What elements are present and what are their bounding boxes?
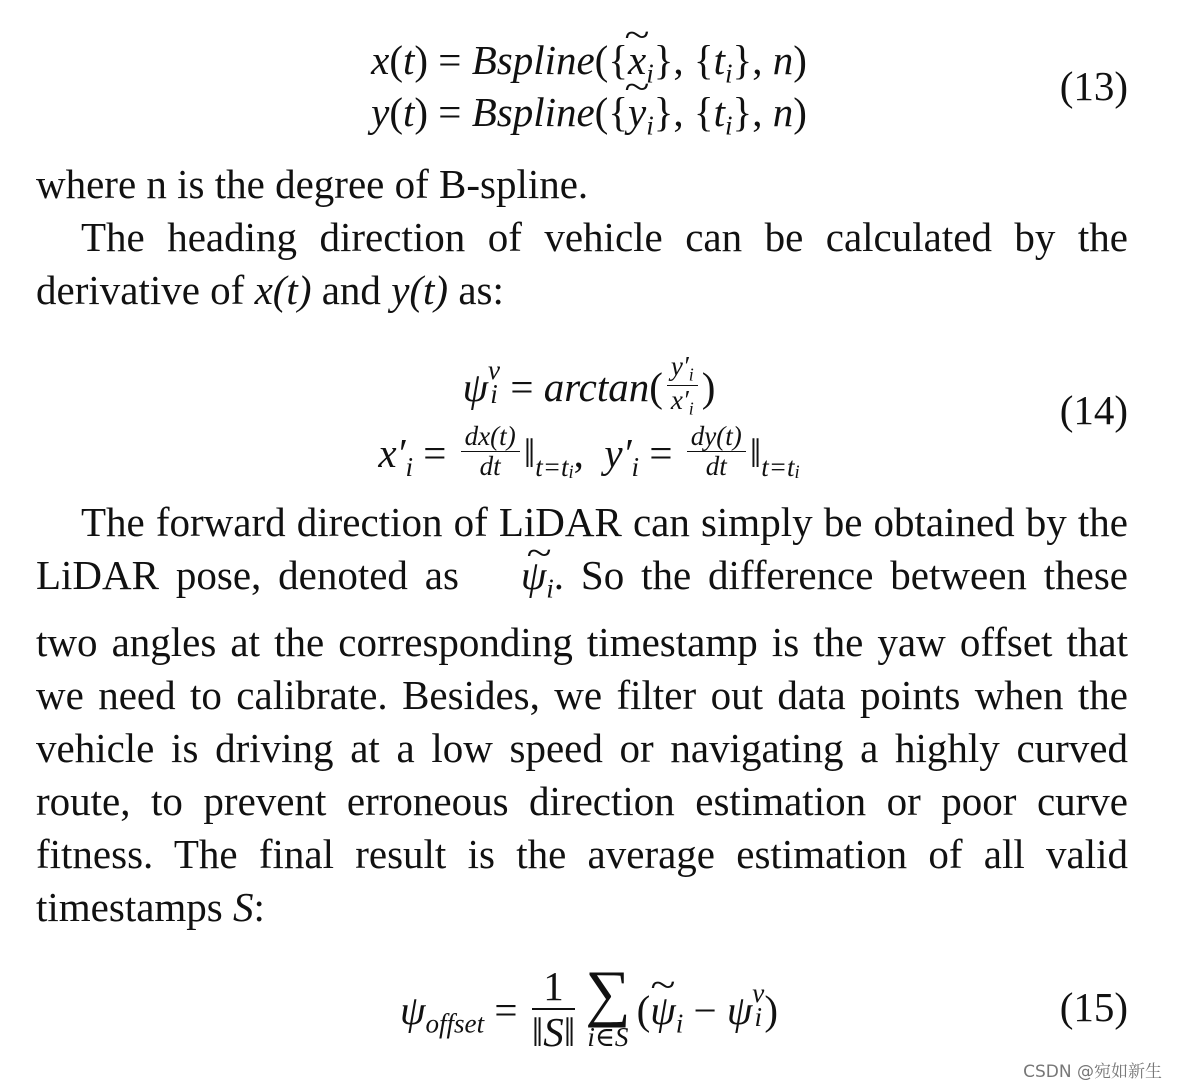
- equation-14: [0, 338, 1178, 488]
- text-degree-note: where n is the degree of B-spline.: [36, 161, 589, 207]
- paragraph-heading-text-3: as:: [448, 267, 504, 313]
- equation-13-line-x: x(t) = Bspline({~ $x_i$}, $\{t_i\}$, n): [0, 40, 1178, 88]
- paragraph-heading-direction: [36, 211, 1128, 317]
- equation-13-line-y: y(t) = Bspline({~ $y_i$}, $\{t_i\}$, n): [0, 92, 1178, 140]
- equation-14-line-psi: ψ v i = arctan( $\frac{y'_i}{x'_i}$ ): [462, 351, 716, 419]
- equation-15-number: (15): [1059, 984, 1128, 1030]
- one-over-norm-fraction: $\frac{1}{‖S‖}$: [531, 963, 576, 1056]
- paragraph-forward-text-2: . So the difference between these two angles at the corresponding timestamp is the yaw offset that we need to calibrate. Besides, we filter out data points when the vehicle is driving at a low speed or navigating a highly curved route, to prevent erroneous direction estimation or poor curve fitness. The final result is the average estimation of all valid timestamps: [36, 552, 1128, 930]
- paragraph-heading-text-1: The heading direction of vehicle can be calculated by the derivative of: [36, 214, 1128, 313]
- dx-dt-fraction: $\frac{dx(t)}{dt}$: [461, 422, 520, 481]
- arctan-fraction: $\frac{y'_i}{x'_i}$: [667, 352, 698, 419]
- paragraph-heading-text-2: and: [311, 267, 392, 313]
- set-s-symbol: S: [233, 883, 254, 930]
- equation-15: [0, 955, 1178, 1075]
- equation-13-number: (13): [1059, 63, 1128, 109]
- equation-14-number: (14): [1059, 387, 1128, 433]
- equation-15-line: $\psi_{offset}$ = $\frac{1}{‖S‖}$ ∑ i∈S (~ $\psi_i - \psi$ v i ): [0, 963, 1178, 1055]
- psi-tilde-symbol: ~ ψ: [476, 549, 546, 602]
- x-of-t-expr: x(t): [254, 267, 312, 313]
- paragraph-forward-text-1: The forward direction of LiDAR can simply be obtained by the LiDAR pose, denoted as: [36, 499, 1128, 598]
- paragraph-forward-direction: The forward direction of LiDAR can simply be obtained by the LiDAR pose, denoted as ~ $\psi_i$. So the difference between these two angles at the corresponding timestamp is the yaw offset that we need to calibrate. Besides, we filter out data points when the vehicle is driving at a low speed or navigating a highly curved route, to prevent erroneous direction estimation or poor curve fitness. The final result is the average estimation of all valid timestamps S:: [36, 496, 1128, 934]
- dy-dt-fraction: $\frac{dy(t)}{dt}$: [687, 422, 746, 481]
- equation-14-line-derivatives: $x'_i$ = $\frac{dx(t)}{dt}$ $‖_{t=ti}$, $y'_i$ = $\frac{dy(t)}{dt}$ $‖_{t=ti}$: [378, 421, 800, 483]
- equation-13: [0, 37, 1178, 141]
- sum-operator: ∑ i∈S: [585, 957, 631, 1053]
- y-of-t-expr: y(t): [391, 267, 449, 313]
- csdn-watermark: CSDN @宛如新生: [1023, 1062, 1162, 1082]
